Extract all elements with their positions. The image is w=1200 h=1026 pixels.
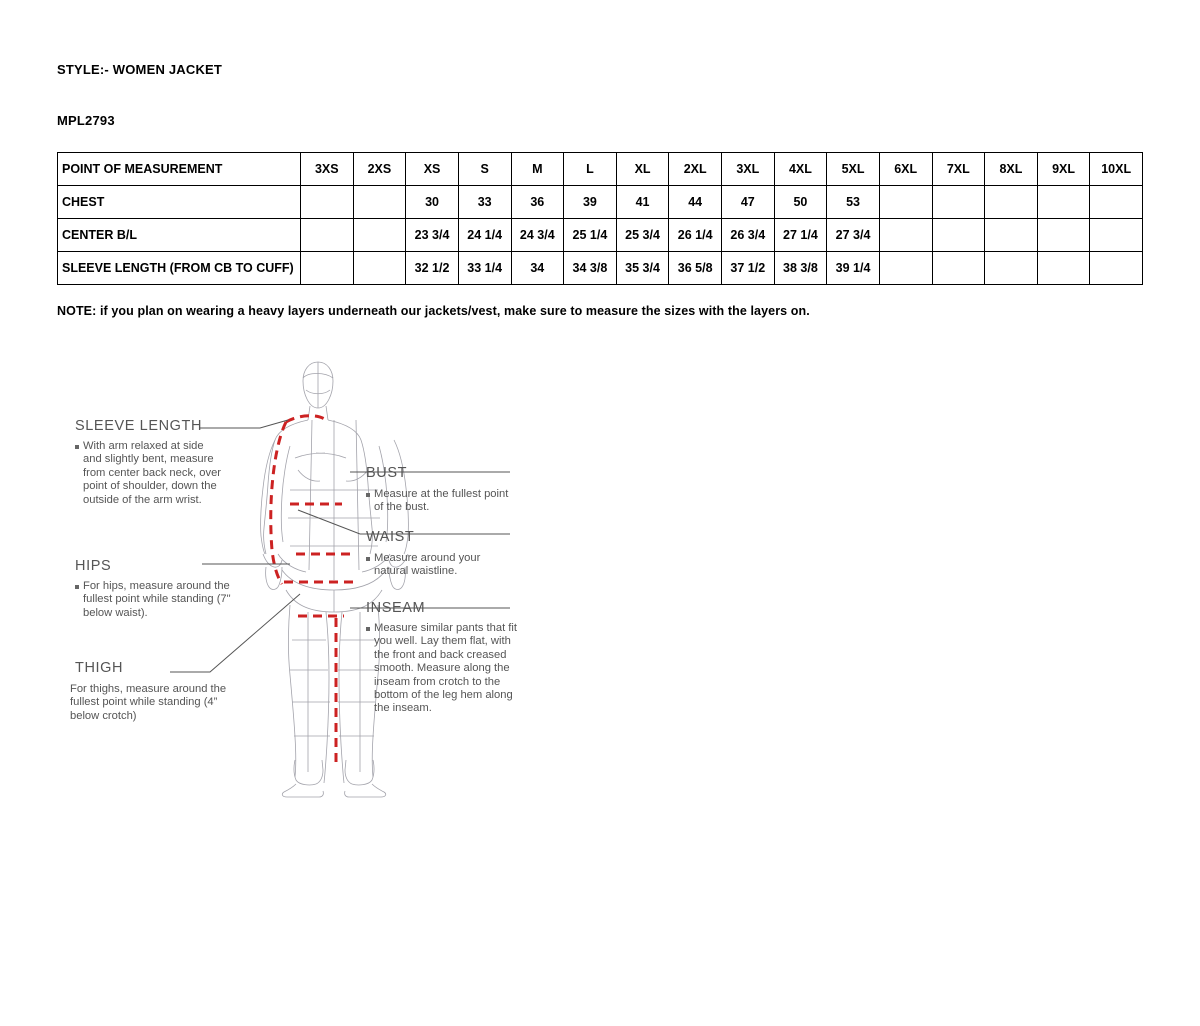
annotation-title-waist: WAIST [366, 529, 415, 545]
measurement-diagram [50, 350, 570, 810]
cell-sleeve-xl: 35 3/4 [616, 252, 669, 285]
cell-centerbl-xs: 23 3/4 [406, 219, 459, 252]
cell-centerbl-3xl: 26 3/4 [722, 219, 775, 252]
column-header-7xl: 7XL [932, 153, 985, 186]
column-header-3xs: 3XS [301, 153, 354, 186]
annotation-title-hips: HIPS [75, 558, 112, 574]
column-header-4xl: 4XL [774, 153, 827, 186]
cell-sleeve-2xl: 36 5/8 [669, 252, 722, 285]
annotation-text: Measure at the fullest point of the bust. [374, 488, 509, 514]
cell-centerbl-2xl: 26 1/4 [669, 219, 722, 252]
cell-centerbl-9xl [1037, 219, 1090, 252]
cell-centerbl-m: 24 3/4 [511, 219, 564, 252]
annotation-body-waist [366, 552, 516, 579]
annotation-text: With arm relaxed at side and slightly bent, measure from center back neck, over point of shoulder, down the outside of the arm wrist. [83, 440, 222, 506]
annotation-title-sleeve-length: SLEEVE LENGTH [75, 418, 203, 434]
cell-sleeve-8xl [985, 252, 1038, 285]
column-header-m: M [511, 153, 564, 186]
annotation-title-bust: BUST [366, 465, 408, 481]
cell-chest-5xl: 53 [827, 186, 880, 219]
bullet-icon [366, 557, 370, 561]
annotation-title-thigh: THIGH [75, 660, 124, 676]
cell-centerbl-3xs [301, 219, 354, 252]
cell-chest-3xs [301, 186, 354, 219]
cell-centerbl-l: 25 1/4 [564, 219, 617, 252]
annotation-body-sleeve-length [75, 440, 225, 507]
cell-chest-4xl: 50 [774, 186, 827, 219]
cell-centerbl-7xl [932, 219, 985, 252]
annotation-body-inseam [366, 622, 526, 716]
cell-sleeve-m: 34 [511, 252, 564, 285]
cell-chest-2xl: 44 [669, 186, 722, 219]
annotation-text: Measure around your natural waistline. [374, 552, 481, 578]
cell-chest-l: 39 [564, 186, 617, 219]
bullet-icon [366, 493, 370, 497]
cell-centerbl-4xl: 27 1/4 [774, 219, 827, 252]
annotation-body-thigh: For thighs, measure around the fullest point while standing (4” below crotch) [70, 683, 227, 722]
table-header-row [58, 153, 1143, 186]
cell-centerbl-xl: 25 3/4 [616, 219, 669, 252]
cell-chest-xl: 41 [616, 186, 669, 219]
column-header-l: L [564, 153, 617, 186]
cell-chest-6xl [879, 186, 932, 219]
bullet-icon [75, 585, 79, 589]
cell-centerbl-6xl [879, 219, 932, 252]
annotation-title-inseam: INSEAM [366, 600, 426, 616]
table-row [58, 219, 1143, 252]
cell-centerbl-8xl [985, 219, 1038, 252]
column-header-s: S [458, 153, 511, 186]
cell-sleeve-xs: 32 1/2 [406, 252, 459, 285]
style-title: STYLE:- WOMEN JACKET [57, 62, 223, 77]
cell-sleeve-4xl: 38 3/8 [774, 252, 827, 285]
cell-chest-s: 33 [458, 186, 511, 219]
cell-sleeve-6xl [879, 252, 932, 285]
annotation-text: Measure similar pants that fit you well. Lay them flat, with the front and back creased smooth. Measure along the inseam from crotch to the bottom of the leg hem along the inseam. [374, 622, 518, 715]
column-header-xs: XS [406, 153, 459, 186]
column-header-5xl: 5XL [827, 153, 880, 186]
annotation-body-bust [366, 488, 516, 515]
cell-centerbl-2xs [353, 219, 406, 252]
column-header-6xl: 6XL [879, 153, 932, 186]
measurement-note: NOTE: if you plan on wearing a heavy layers underneath our jackets/vest, make sure to measure the sizes with the layers on. [57, 304, 810, 318]
size-chart-table [57, 152, 1143, 285]
row-label-center-bl: CENTER B/L [58, 219, 301, 252]
cell-chest-9xl [1037, 186, 1090, 219]
column-header-3xl: 3XL [722, 153, 775, 186]
cell-sleeve-l: 34 3/8 [564, 252, 617, 285]
table-row [58, 186, 1143, 219]
bullet-icon [75, 445, 79, 449]
cell-centerbl-5xl: 27 3/4 [827, 219, 880, 252]
row-label-sleeve-length: SLEEVE LENGTH (FROM CB TO CUFF) [58, 252, 301, 285]
cell-chest-7xl [932, 186, 985, 219]
cell-chest-8xl [985, 186, 1038, 219]
bullet-icon [366, 627, 370, 631]
column-header-8xl: 8XL [985, 153, 1038, 186]
cell-sleeve-9xl [1037, 252, 1090, 285]
column-header-xl: XL [616, 153, 669, 186]
table-row [58, 252, 1143, 285]
cell-sleeve-s: 33 1/4 [458, 252, 511, 285]
cell-sleeve-3xs [301, 252, 354, 285]
cell-sleeve-10xl [1090, 252, 1143, 285]
column-header-10xl: 10XL [1090, 153, 1143, 186]
cell-sleeve-3xl: 37 1/2 [722, 252, 775, 285]
cell-chest-2xs [353, 186, 406, 219]
column-header-9xl: 9XL [1037, 153, 1090, 186]
cell-centerbl-10xl [1090, 219, 1143, 252]
cell-sleeve-5xl: 39 1/4 [827, 252, 880, 285]
cell-chest-xs: 30 [406, 186, 459, 219]
column-header-2xl: 2XL [669, 153, 722, 186]
cell-chest-m: 36 [511, 186, 564, 219]
annotation-text: For hips, measure around the fullest point while standing (7" below waist). [83, 580, 231, 619]
column-header-2xs: 2XS [353, 153, 406, 186]
cell-chest-10xl [1090, 186, 1143, 219]
style-code: MPL2793 [57, 113, 115, 128]
cell-sleeve-2xs [353, 252, 406, 285]
column-header-point-of-measurement: POINT OF MEASUREMENT [58, 153, 301, 186]
row-label-chest: CHEST [58, 186, 301, 219]
cell-sleeve-7xl [932, 252, 985, 285]
cell-centerbl-s: 24 1/4 [458, 219, 511, 252]
cell-chest-3xl: 47 [722, 186, 775, 219]
measure-lines [271, 416, 356, 766]
annotation-body-hips [75, 580, 235, 620]
